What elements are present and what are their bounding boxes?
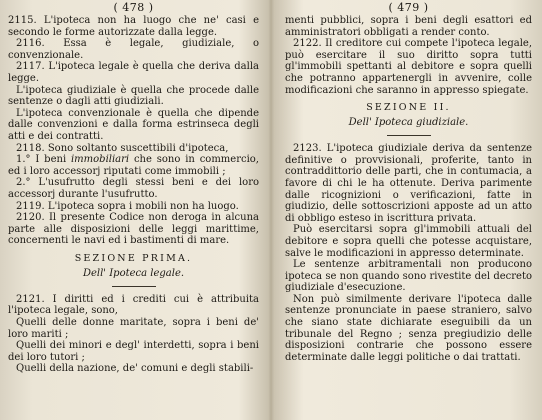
article-paragraph xyxy=(285,38,532,96)
paragraph-text: L'ipoteca non ha luogo che ne' casi e secondo le forme autorizzate dalla legge. xyxy=(8,15,259,38)
paragraph-text: Essa è legale, giudiziale, o convenzionale. xyxy=(8,38,259,61)
article-number: 2120. xyxy=(16,212,45,224)
paragraph-text: Può esercitarsi sopra gl'immobili attuali del debitore e sopra quelli che potesse acquistare, salve le modificazioni in appresso determinate. xyxy=(285,224,532,259)
paragraph-text: L'ipoteca giudiziale è quella che procede dalle sentenze o dagli atti giudiziali. xyxy=(8,84,259,108)
paragraph-text: Quelli dei minori e degl' interdetti, sopra i beni dei loro tutori ; xyxy=(8,340,259,363)
article-number: 2122. xyxy=(293,38,322,50)
paragraph-text: 1.° I beni immobiliari che sono in commercio, ed i loro accessorj riputati come immobili ; xyxy=(8,154,259,177)
paragraph-text: Il creditore cui compete l'ipoteca legale, può esercitare il suo diritto sopra tutti gl'immobili spettanti al debitore e sopra quelli che potranno appartenergli in avvenire, colle modificazioni che saranno in appresso spiegate. xyxy=(285,38,532,96)
paragraph xyxy=(8,108,259,143)
paragraph-text: Il presente Codice non deroga in alcuna parte alle disposizioni delle leggi marittime, concernenti le navi ed i bastimenti di mare. xyxy=(8,212,259,247)
paragraph-text: Le sentenze arbitramentali non producono ipoteca se non quando sono rivestite del decreto giudiziale d'esecuzione. xyxy=(285,259,532,294)
article-number: 2116. xyxy=(16,38,45,50)
paragraph-text: 2.° L'usufrutto degli stessi beni e dei loro accessorj durante l'usufrutto. xyxy=(8,177,259,200)
article-paragraph xyxy=(8,15,259,38)
article-number: 2118. xyxy=(16,142,45,154)
article-number: 2121. xyxy=(16,293,45,305)
article-number: 2123. xyxy=(293,143,322,155)
article-paragraph xyxy=(8,212,259,247)
section-subtitle: Dell' Ipoteca giudiziale. xyxy=(348,117,469,129)
right-page xyxy=(271,0,542,420)
paragraph xyxy=(285,224,532,259)
paragraph xyxy=(8,177,259,200)
section-title: SEZIONE II. xyxy=(366,102,451,114)
section-title: SEZIONE PRIMA. xyxy=(74,252,193,264)
paragraph-text: I diritti ed i crediti cui è attribuita l'ipoteca legale, sono, xyxy=(8,293,259,317)
paragraph xyxy=(8,317,259,340)
paragraph xyxy=(285,15,532,38)
paragraph-text: menti pubblici, sopra i beni degli esattori ed amministratori obbligati a render conto. xyxy=(285,15,532,38)
section-divider xyxy=(112,286,156,287)
paragraph xyxy=(8,85,259,108)
article-number: 2117. xyxy=(16,61,45,73)
article-paragraph xyxy=(8,38,259,61)
article-paragraph xyxy=(285,143,532,224)
paragraph xyxy=(8,363,259,375)
article-number: 2119. xyxy=(16,200,45,212)
page-body xyxy=(8,15,259,375)
paragraph-text: Quelli delle donne maritate, sopra i beni de' loro mariti ; xyxy=(8,317,259,340)
paragraph xyxy=(8,340,259,363)
section-subtitle: Dell' Ipoteca legale. xyxy=(82,267,185,279)
paragraph xyxy=(8,154,259,177)
article-paragraph xyxy=(8,201,259,213)
paragraph-text: Quelli della nazione, de' comuni e degli stabili- xyxy=(16,363,254,375)
paragraph-text: L'ipoteca convenzionale è quella che dipende dalle convenzioni e dalla forma estrinseca degli atti e dei contratti. xyxy=(8,107,259,142)
paragraph-text: Sono soltanto suscettibili d'ipoteca, xyxy=(47,142,229,154)
article-paragraph xyxy=(8,61,259,84)
page-body xyxy=(285,15,532,363)
paragraph-text: Non può similmente derivare l'ipoteca dalle sentenze pronunciate in paese straniero, salvo che siano state dichiarate eseguibili da un tribunale del Regno ; senza pregiudizio delle disposizioni contrarie che possono essere determinate dalle leggi politiche o dai trattati. xyxy=(285,293,532,363)
paragraph-text: L'ipoteca sopra i mobili non ha luogo. xyxy=(47,200,239,212)
paragraph-text: L'ipoteca giudiziale deriva da sentenze definitive o provvisionali, proferite, tanto in contraddittorio delle parti, che in contumacia, a favore di chi le ha ottenute. Deriva parimente dalle ricognizioni o verificazioni, fatte in giudizio, delle sottoscrizioni apposte ad un atto di obbligo esteso in iscrittura privata. xyxy=(285,143,533,224)
page-number: ( 479 ) xyxy=(388,1,429,14)
article-number: 2115. xyxy=(8,15,37,26)
article-paragraph xyxy=(8,294,259,317)
page-number: ( 478 ) xyxy=(113,1,154,14)
section-divider xyxy=(387,135,431,136)
paragraph xyxy=(285,294,532,364)
paragraph-text: L'ipoteca legale è quella che deriva dalla legge. xyxy=(8,61,259,84)
article-paragraph xyxy=(8,143,259,155)
paragraph xyxy=(285,259,532,294)
